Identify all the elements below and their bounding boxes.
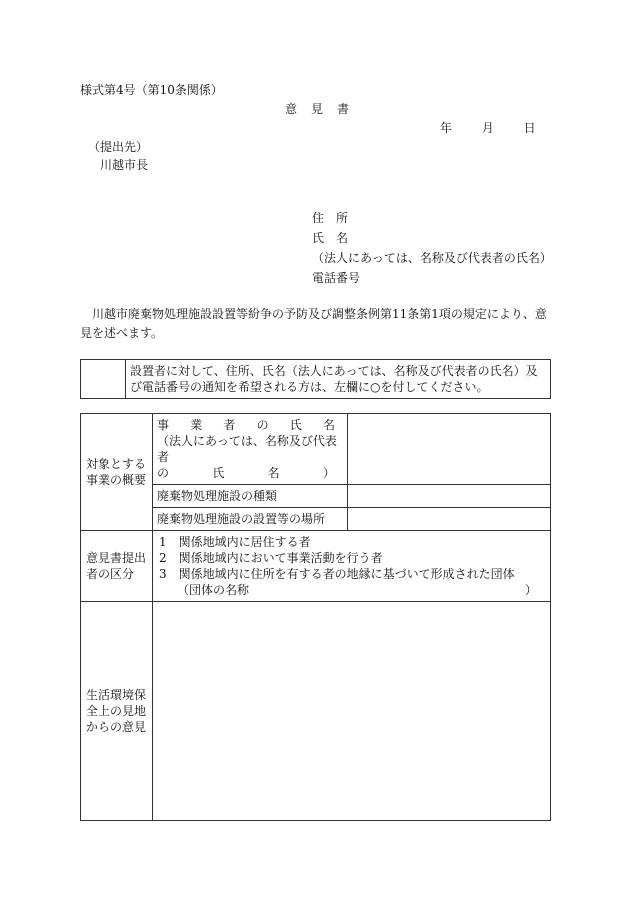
operator-closing-char: の [157, 466, 170, 480]
document-title: 意見書 [285, 102, 364, 116]
operator-name-char: の [256, 418, 269, 432]
overview-label: 対象とする事業の概要 [81, 414, 153, 531]
applicant-corp-note: （法人にあっては、名称及び代表者の氏名） [312, 251, 552, 265]
facility-type-field[interactable] [348, 485, 551, 508]
date-day: 日 [523, 121, 536, 135]
operator-name-char: 者 [223, 418, 236, 432]
facility-type-label: 廃棄物処理施設の種類 [153, 485, 348, 508]
operator-closing-char: ） [322, 466, 335, 480]
applicant-address-label: 住 所 [312, 211, 349, 225]
operator-closing-char: 名 [267, 466, 280, 480]
submit-to-label: （提出先） [88, 140, 149, 154]
applicant-name-label: 氏 名 [312, 231, 349, 245]
operator-closing-char: 氏 [212, 466, 225, 480]
body-text: 川越市廃棄物処理施設設置等紛争の予防及び調整条例第11条第1項の規定により、意見を述べます。 [80, 307, 547, 340]
operator-name-char: 業 [190, 418, 203, 432]
opinion-form-table [80, 413, 551, 821]
opinion-label: 生活環境保全上の見地からの意見 [81, 602, 153, 821]
recipient: 川越市長 [100, 158, 149, 172]
notice-table [80, 359, 551, 399]
facility-location-field[interactable] [348, 508, 551, 531]
operator-name-char: 事 [157, 418, 170, 432]
operator-name-closing [157, 465, 335, 481]
operator-corp-note: （法人にあっては、名称及び代表者 [157, 434, 337, 464]
date-year: 年 [440, 121, 453, 135]
group-name-field[interactable]: （団体の名称 ） [159, 583, 538, 597]
category-options [153, 531, 551, 602]
category-option-3[interactable]: 3 関係地域内に住所を有する者の地縁に基づいて形成された団体 [159, 567, 515, 581]
notice-checkbox-field[interactable] [81, 360, 126, 399]
operator-name-char: 名 [322, 418, 335, 432]
operator-name-spaced [157, 417, 335, 433]
category-option-2[interactable]: 2 関係地域内において事業活動を行う者 [159, 551, 383, 565]
applicant-block [312, 210, 552, 290]
opinion-field[interactable] [153, 602, 551, 821]
operator-name-char: 氏 [289, 418, 302, 432]
notice-text: 設置者に対して、住所、氏名（法人にあっては、名称及び代表者の氏名）及び電話番号の通知を希望される方は、左欄に○を付してください。 [126, 360, 551, 399]
category-label: 意見書提出者の区分 [81, 531, 153, 602]
form-number: 様式第4号（第10条関係） [80, 83, 223, 97]
date-row [440, 120, 536, 136]
operator-name-label [153, 414, 348, 485]
date-month: 月 [481, 121, 494, 135]
operator-name-field[interactable] [348, 414, 551, 485]
facility-location-label: 廃棄物処理施設の設置等の場所 [153, 508, 348, 531]
applicant-phone-label: 電話番号 [312, 271, 361, 285]
category-option-1[interactable]: 1 関係地域内に居住する者 [159, 535, 311, 549]
